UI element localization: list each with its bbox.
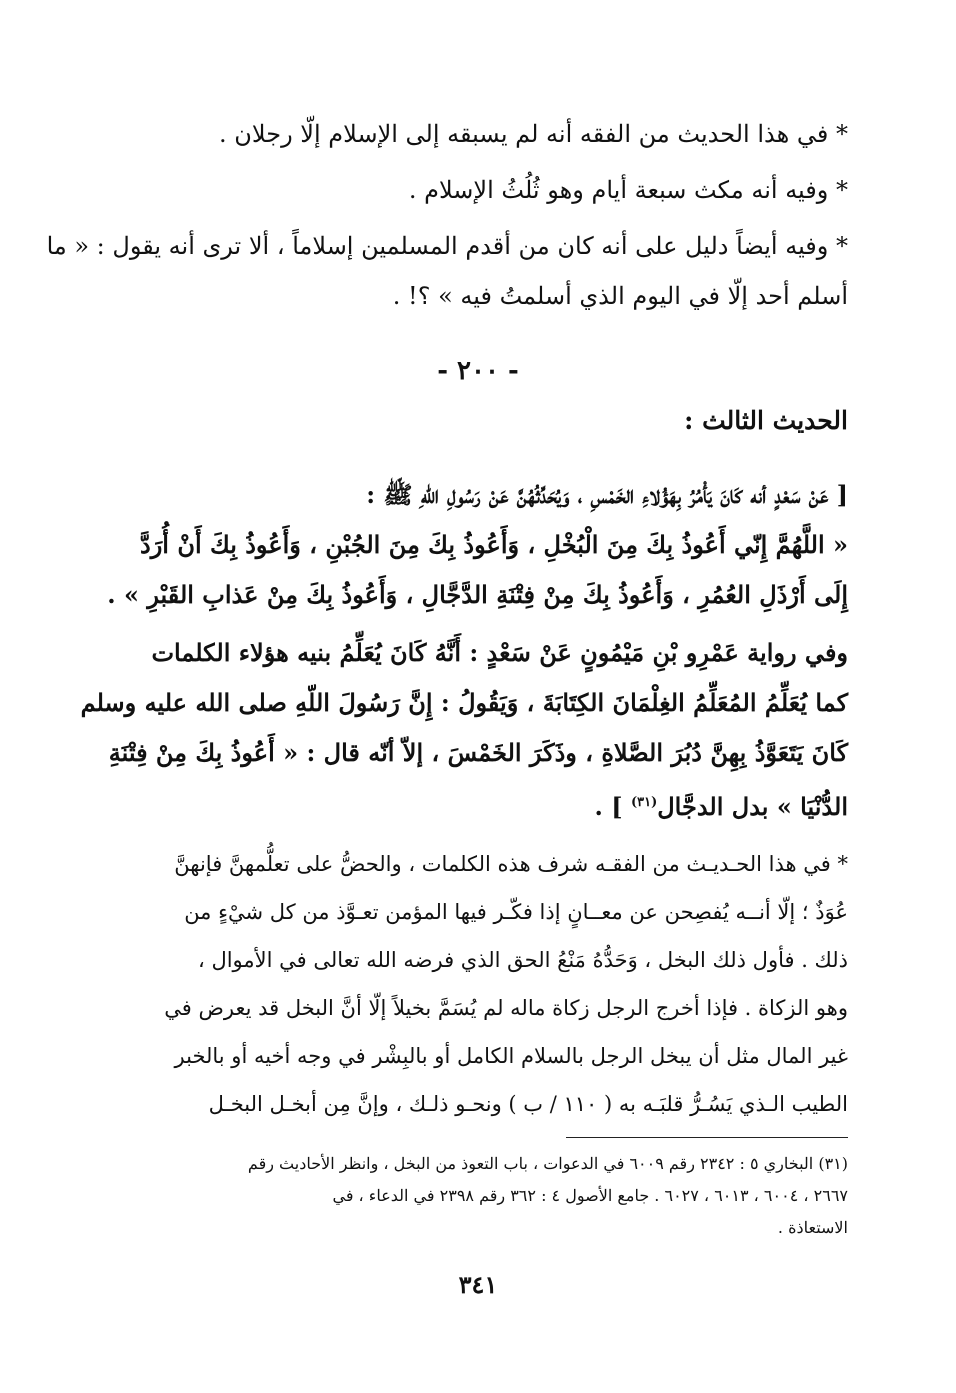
commentary-line: ذلك . فأول ذلك البخل ، وَحَدُّهُ مَنْعُ الحق الذي فرضه الله تعالى في الأموال ، [197, 948, 848, 972]
narration-line: وفي رواية عَمْرِو بْنِ مَيْمُونٍ عَنْ سَعْدٍ : أَنَّهُ كَانَ يُعَلِّمُ بنيه هؤلاء الكلمات [151, 638, 848, 667]
footnote-divider [566, 1137, 848, 1138]
footnote-reference[interactable]: (٣١) [630, 795, 658, 810]
commentary-line: وهو الزكاة . فإذا أخرج الرجل زكاة ماله لم يُسَمَّ بخيلاً إلّا أنَّ البخل قد يعرض في [164, 996, 848, 1020]
commentary-text [108, 840, 848, 1128]
footnote-line: الاستعاذة . [777, 1218, 848, 1237]
section-heading: الحديث الثالث : [684, 406, 848, 435]
bullet-line: أسلم أحد إلّا في اليوم الذي أسلمتُ فيه » ؟! . [392, 282, 848, 310]
narration-text [80, 628, 848, 832]
hadith-line: [ عَنْ سَعْدٍ أنه كَانَ يَأْمُرُ بِهَؤُلاءِ الخَمْسِ ، وَيُحَدِّثُهُنَّ عَنْ رَسُولِ اللهِ ﷺ : [366, 480, 848, 509]
hadith-line: إِلَى أَرْذَلِ العُمُرِ ، وَأَعُوذُ بِكَ مِنْ فِتْنَةِ الدَّجَّالِ ، وَأَعُوذُ بِكَ مِنْ عَذابِ القَبْرِ » . [107, 580, 848, 609]
footnote [108, 1148, 848, 1244]
commentary-line: الطيب الـذي يَسُـرُّ قلبَـه به ( ١١٠ / ب ) ونحـو ذلـك ، وإنَّ مِن أبخـل البخـل [208, 1092, 848, 1116]
bullet-line: * وفيه أنه مكث سبعة أيام وهو ثُلُثُ الإسلام . [408, 176, 848, 204]
bullet-line: * وفيه أيضاً دليل على أنه كان من أقدم المسلمين إسلاماً ، ألا ترى أنه يقول : « ما [46, 232, 848, 260]
footnote-line: (٣١) البخاري ٥ : ٢٣٤٢ رقم ٦٠٠٩ في الدعوات ، باب التعوذ من البخل ، وانظر الأحاديث رقم [247, 1154, 848, 1173]
narration-line: كَانَ يَتَعَوَّذُ بِهِنَّ دُبُرَ الصَّلاةِ ، وذَكَرَ الخَمْسَ ، إلاّ أنّه قال : « أَعُوذُ بِكَ مِنْ فِتْنَةِ [108, 738, 848, 767]
section-number: - ٢٠٠ - [437, 356, 519, 386]
commentary-line: عُوَذٌ ؛ إلّا أنــه يُفصِحن عن معــانٍ إذا فكّـر فيها المؤمن تعـوَّذ من كل شيْءٍ من [184, 900, 848, 924]
narration-line-final [108, 778, 848, 832]
narration-end: ] . [594, 792, 623, 821]
footnote-line: ٢٦٦٧ ، ٦٠٠٤ ، ٦٠١٣ ، ٦٠٢٧ . جامع الأصول ٤ : ٣٦٢ رقم ٢٣٩٨ في الدعاء ، في [332, 1186, 848, 1205]
bullet-line: * في هذا الحديث من الفقه أنه لم يسبقه إلى الإسلام إلّا رجلان . [219, 120, 848, 148]
bullet-points [46, 106, 848, 324]
narration-line: الدُّنْيَا » بدل الدجَّال [657, 792, 848, 821]
commentary-line: * في هذا الحـديـث من الفقـه شرف هذه الكلمات ، والحضُّ على تعلُّمهنَّ فإنهنَّ [174, 852, 848, 876]
commentary-line: غير المال مثل أن يبخل الرجل بالسلام الكامل أو بالبِشْر في وجه أخيه أو بالخبر [174, 1044, 848, 1068]
page-number: ٣٤١ [458, 1270, 498, 1299]
hadith-line: « اللَّهُمَّ إِنّي أَعُوذُ بِكَ مِنَ الْبُخْلِ ، وَأَعُوذُ بِكَ مِنَ الجُبْنِ ، وَأَعُوذُ بِكَ أَنْ أُرَدَّ [140, 530, 848, 559]
hadith-text [108, 470, 848, 620]
narration-line: كما يُعَلِّمُ المُعَلِّمُ الغِلْمَانَ الكِتَابَةَ ، وَيَقُولُ : إِنَّ رَسُولَ اللّهِ صلى الله عليه وسلم [80, 688, 848, 717]
